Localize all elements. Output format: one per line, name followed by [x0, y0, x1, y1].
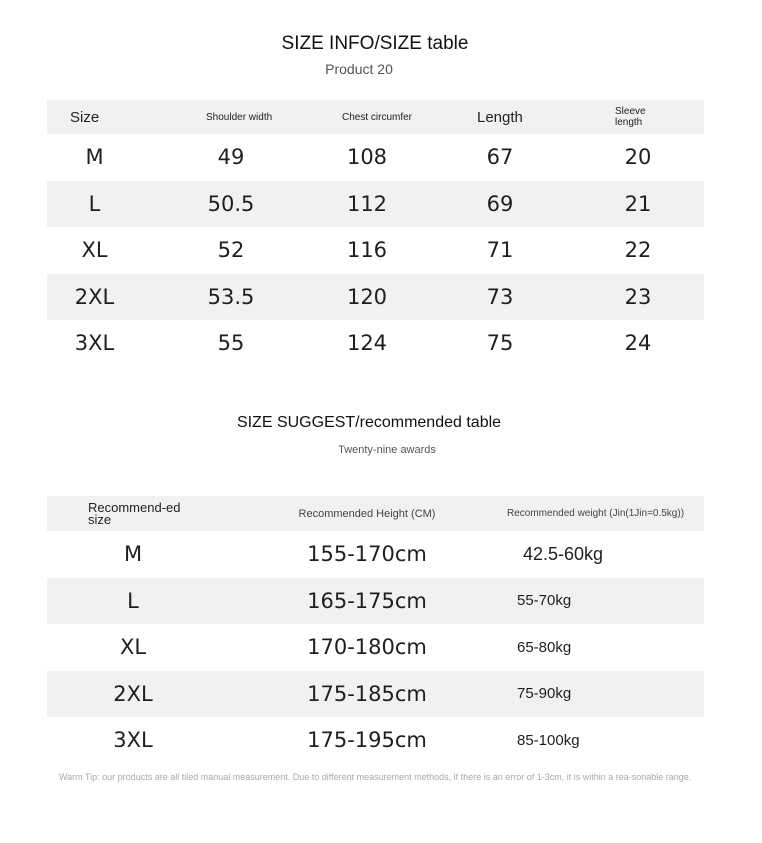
shoulder-cell: 55: [217, 331, 245, 356]
weight-cell: 75-90kg: [517, 685, 572, 703]
size-cell: M: [123, 542, 143, 567]
weight-cell: 42.5-60kg: [523, 543, 604, 564]
table-row: [47, 624, 704, 671]
size-cell: 3XL: [74, 331, 115, 356]
header-recommended-height: Recommended Height (CM): [298, 507, 436, 520]
size-cell: XL: [81, 238, 108, 263]
header-recommended-weight: Recommended weight (Jin(1Jin=0.5kg)): [507, 508, 685, 519]
shoulder-cell: 53.5: [207, 284, 255, 309]
sleeve-cell: 24: [624, 331, 652, 356]
size-cell: 3XL: [113, 728, 153, 753]
shoulder-cell: 50.5: [207, 191, 255, 216]
header-sleeve-length: Sleeve length: [615, 106, 646, 128]
length-cell: 69: [486, 191, 514, 216]
table-header-row: [47, 100, 704, 134]
sleeve-cell: 20: [624, 145, 652, 170]
table-row: [47, 274, 704, 321]
height-cell: 165-175cm: [307, 588, 427, 613]
height-cell: 170-180cm: [307, 635, 427, 660]
shoulder-cell: 52: [217, 238, 245, 263]
sleeve-cell: 23: [624, 284, 652, 309]
height-cell: 155-170cm: [307, 542, 427, 567]
header-length: Length: [477, 108, 523, 126]
sleeve-cell: 22: [624, 238, 652, 263]
height-cell: 175-185cm: [307, 681, 427, 706]
header-shoulder-width: Shoulder width: [206, 111, 273, 123]
size-cell: 2XL: [113, 681, 153, 706]
header-recommended-size: Recommend-ed size: [88, 499, 181, 527]
size-suggest-table: [47, 496, 704, 764]
length-cell: 73: [486, 284, 514, 309]
length-cell: 67: [486, 145, 514, 170]
size-suggest-title: SIZE SUGGEST/recommended table: [236, 414, 502, 431]
table-row: [47, 671, 704, 718]
table-row: [47, 181, 704, 228]
table-header-row: [47, 496, 704, 531]
size-info-subtitle: Product 20: [325, 61, 393, 77]
length-cell: 71: [486, 238, 514, 263]
table-row: [47, 320, 704, 367]
weight-cell: 55-70kg: [517, 592, 572, 610]
size-cell: L: [88, 191, 101, 216]
weight-cell: 65-80kg: [517, 638, 572, 656]
warm-tip: Warm Tip: our products are all tiled manual measurement. Due to different measurement methods, if there is an error of 1-3cm, it is within a rea-sonable range.: [59, 772, 692, 782]
chest-cell: 120: [346, 284, 388, 309]
size-suggest-subtitle: Twenty-nine awards: [338, 444, 436, 456]
table-row: [47, 717, 704, 764]
table-row: [47, 227, 704, 274]
size-cell: L: [127, 588, 139, 613]
chest-cell: 108: [346, 145, 388, 170]
chest-cell: 112: [346, 191, 388, 216]
size-cell: 2XL: [74, 284, 115, 309]
sleeve-cell: 21: [624, 191, 652, 216]
height-cell: 175-195cm: [307, 728, 427, 753]
weight-cell: 85-100kg: [517, 731, 580, 749]
header-chest-circumference: Chest circumfer: [342, 111, 413, 123]
size-info-title: SIZE INFO/SIZE table: [281, 33, 469, 54]
table-row: [47, 531, 704, 578]
header-size: Size: [70, 108, 100, 126]
shoulder-cell: 49: [217, 145, 245, 170]
size-info-table: [47, 100, 704, 367]
chest-cell: 124: [346, 331, 388, 356]
table-row: [47, 578, 704, 625]
chest-cell: 116: [346, 238, 388, 263]
size-cell: M: [85, 145, 104, 170]
table-row: [47, 134, 704, 181]
size-cell: XL: [119, 635, 147, 660]
length-cell: 75: [486, 331, 514, 356]
